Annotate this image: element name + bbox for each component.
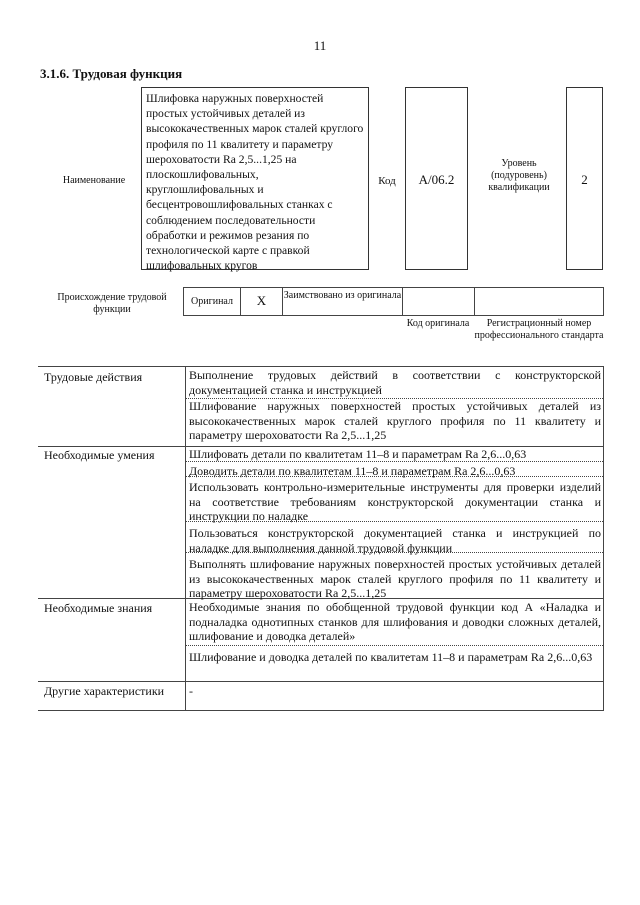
borrowed-label: Заимствовано из оригинала	[283, 290, 402, 301]
knowledge-item: Шлифование и доводка деталей по квалитетам 11–8 и параметрам Ra 2,6...0,63	[189, 649, 593, 664]
registration-number-label: Регистрационный номер профессионального стандарта	[474, 318, 604, 341]
knowledge-label: Необходимые знания	[44, 601, 153, 615]
skill-item: Доводить детали по квалитетам 11–8 и параметрам Ra 2,6...0,63	[189, 463, 516, 478]
origin-top-border	[183, 287, 604, 288]
other-value: -	[189, 684, 193, 698]
table-column-divider	[185, 366, 186, 710]
code-original-label: Код оригинала	[406, 318, 470, 329]
skill-item: Шлифовать детали по квалитетам 11–8 и параметрам Ra 2,6...0,63	[189, 447, 527, 461]
knowledge-item: Необходимые знания по обобщенной трудовой функции код А «Наладка и подналадка однотипных станков для шлифования и доводки сложных деталей, шлифование и доводка деталей»	[189, 600, 601, 644]
code-label: Код	[378, 175, 396, 187]
table-row-border	[38, 681, 604, 682]
original-mark: X	[256, 293, 267, 308]
origin-divider	[603, 287, 604, 315]
page-number: 11	[313, 38, 327, 53]
origin-label: Происхождение трудовой функции	[57, 292, 167, 315]
qualification-level-label: Уровень (подуровень) квалификации	[488, 158, 550, 193]
skills-label: Необходимые умения	[44, 448, 155, 462]
origin-bottom-border	[183, 315, 604, 316]
table-top-border	[38, 366, 604, 367]
actions-label: Трудовые действия	[44, 370, 143, 384]
table-bottom-border	[38, 710, 604, 711]
function-name-text: Шлифовка наружных поверхностей простых устойчивых деталей из высококачественных марок сталей круглого профиля по 11 квалитету и параметру шероховатости Ra 2,5...1,25 на плоскошлифовальных, круглошлифовальных и бесцентровошлифовальных станках с соблюдением последовательности обработки и режимов резания по технологической карте с правкой шлифовальных кругов	[146, 92, 364, 273]
section-title: 3.1.6. Трудовая функция	[40, 66, 183, 81]
skill-item: Выполнять шлифование наружных поверхностей простых устойчивых деталей из высококачественных марок сталей круглого профиля по 11 квалитету и параметру шероховатости Ra 2,5...1,25	[189, 557, 601, 601]
original-label: Оригинал	[191, 296, 233, 307]
name-label: Наименование	[62, 175, 126, 186]
skill-item: Пользоваться конструкторской документацией станка и инструкцией по наладке для выполнения данной трудовой функции	[189, 525, 601, 555]
origin-divider	[402, 287, 403, 315]
actions-cell	[189, 368, 601, 443]
origin-divider	[474, 287, 475, 315]
table-right-border	[603, 366, 604, 710]
function-name-box	[141, 87, 369, 273]
knowledge-cell	[189, 600, 601, 664]
skill-item: Использовать контрольно-измерительные инструменты для проверки изделий на соответствие требованиям конструкторской документации станка и инструкции по наладке	[189, 480, 601, 524]
action-item: Шлифование наружных поверхностей простых устойчивых деталей из высококачественных марок сталей круглого профиля по 11 квалитету и параметру шероховатости Ra 2,5...1,25	[189, 399, 601, 443]
other-label: Другие характеристики	[44, 684, 165, 698]
skills-cell	[189, 447, 601, 601]
qualification-level-value: 2	[581, 172, 588, 187]
code-value: А/06.2	[418, 172, 455, 187]
action-item: Выполнение трудовых действий в соответствии с конструкторской документацией станка и инструкцией	[189, 368, 601, 397]
